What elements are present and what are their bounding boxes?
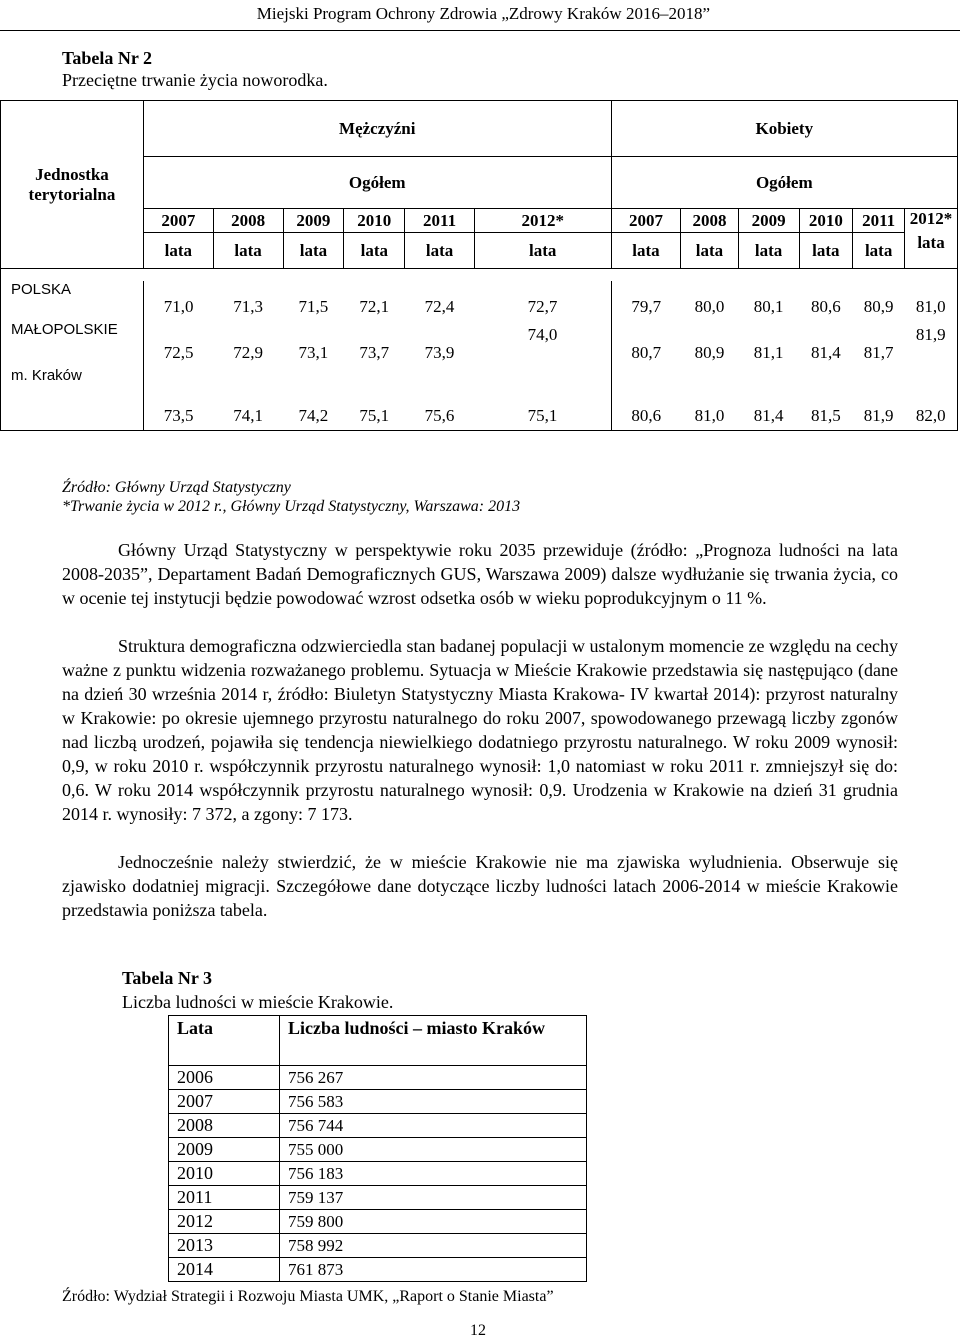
year-cell: 2013 (169, 1234, 280, 1258)
table-cell: 81,7 (863, 342, 894, 362)
years-row (1, 209, 958, 233)
table-row (169, 1162, 587, 1186)
year-cell: 2007 (169, 1090, 280, 1114)
population-cell: 755 000 (280, 1138, 587, 1162)
table-cell: 81,0 (681, 367, 738, 431)
year-header: 2007 (611, 209, 681, 233)
table-cell: 82,0 (905, 367, 958, 431)
col-year-header: Lata (169, 1016, 280, 1066)
table-row (169, 1114, 587, 1138)
row-label: MAŁOPOLSKIE (1, 321, 144, 367)
table-cell: 74,2 (283, 367, 344, 431)
header-rule (0, 30, 960, 31)
population-cell: 759 800 (280, 1210, 587, 1234)
unit-header: Jednostka terytorialna (1, 101, 144, 269)
table2-title: Tabela Nr 2 (62, 48, 153, 68)
unit-row (1, 233, 958, 269)
table-cell: 72,5 (143, 321, 213, 367)
table-row (1, 321, 958, 367)
population-cell: 759 137 (280, 1186, 587, 1210)
year-cell: 2012 (169, 1210, 280, 1234)
table-cell: 73,5 (143, 367, 213, 431)
table-cell: 75,1 (474, 367, 611, 431)
table-row (169, 1066, 587, 1090)
table-cell: 81,5 (799, 367, 853, 431)
table-cell: 80,9 (694, 342, 725, 362)
year-cell: 2009 (169, 1138, 280, 1162)
source-line-1: Źródło: Główny Urząd Statystyczny (62, 479, 291, 496)
year-cell: 2011 (169, 1186, 280, 1210)
women-header: Kobiety (611, 101, 957, 157)
source-line-2: *Trwanie życia w 2012 r., Główny Urząd Statystyczny, Warszawa: 2013 (62, 498, 521, 515)
year-header: 2012* (474, 209, 611, 233)
women-total-header: Ogółem (611, 157, 957, 209)
unit-lata: lata (405, 233, 475, 269)
unit-lata: lata (738, 233, 799, 269)
table-cell: 73,9 (424, 342, 455, 362)
page-number: 12 (470, 1322, 486, 1339)
population-cell: 756 583 (280, 1090, 587, 1114)
table-row (1, 367, 958, 431)
table2-source (62, 478, 520, 516)
life-expectancy-table (0, 100, 958, 431)
table3-source: Źródło: Wydział Strategii i Rozwoju Miasta UMK, „Raport o Stanie Miasta” (62, 1288, 554, 1305)
year-cell: 2014 (169, 1258, 280, 1282)
table-cell: 81,9 (853, 367, 905, 431)
table-row (1, 281, 958, 321)
year-cell: 2006 (169, 1066, 280, 1090)
table-cell: 81,9 (905, 321, 958, 367)
table3-subtitle: Liczba ludności w mieście Krakowie. (122, 992, 394, 1012)
table-cell: 72,1 (359, 296, 390, 316)
table-cell: 80,6 (611, 367, 681, 431)
year-header: 2011 (853, 209, 905, 233)
unit-lata: lata (283, 233, 344, 269)
table-row (169, 1090, 587, 1114)
year-cell: 2010 (169, 1162, 280, 1186)
year-header-text: 2012* (909, 209, 953, 228)
running-header: Miejski Program Ochrony Zdrowia „Zdrowy Kraków 2016–2018” (256, 4, 710, 23)
table-cell: 73,7 (359, 342, 390, 362)
year-cell: 2008 (169, 1114, 280, 1138)
table-cell: 79,7 (611, 281, 681, 321)
table-cell: 81,1 (753, 342, 784, 362)
table-row (169, 1210, 587, 1234)
year-header: 2009 (283, 209, 344, 233)
unit-lata: lata (474, 233, 611, 269)
table-cell: 80,0 (694, 296, 725, 316)
table-cell: 81,4 (810, 342, 841, 362)
table-cell: 72,4 (424, 296, 455, 316)
unit-lata: lata (799, 233, 853, 269)
table-cell: 80,6 (810, 296, 841, 316)
table-cell: 81,4 (738, 367, 799, 431)
year-header: 2007 (143, 209, 213, 233)
population-cell: 758 992 (280, 1234, 587, 1258)
table-row (169, 1138, 587, 1162)
year-header: 2011 (405, 209, 475, 233)
paragraph-3: Jednocześnie należy stwierdzić, że w mieście Krakowie nie ma zjawiska wyludnienia. Obserwuje się zjawisko dodatniej migracji. Szczegółowe dane dotyczące liczby ludności latach 2006-2014 w mieście Krakowie przedstawia poniższa tabela. (62, 852, 898, 920)
table-cell: 74,0 (527, 324, 558, 344)
unit-lata: lata (853, 233, 905, 269)
table-cell: 71,3 (233, 296, 263, 316)
year-header: 2010 (344, 209, 405, 233)
table-row (169, 1186, 587, 1210)
table-cell: 75,6 (405, 367, 475, 431)
paragraph-1: Główny Urząd Statystyczny w perspektywie roku 2035 przewiduje (źródło: „Prognoza ludności na lata 2008-2035”, Departament Badań Demograficznych GUS, Warszawa 2009) dalsze wydłużanie się trwania życia, co w ocenie tej instytucji będzie powodować wzrost odsetka osób w wieku poprodukcyjnym o 11 %. (62, 540, 898, 608)
population-cell: 756 744 (280, 1114, 587, 1138)
unit-lata: lata (681, 233, 738, 269)
year-header (905, 209, 958, 269)
men-total-header: Ogółem (143, 157, 611, 209)
table-cell: 72,9 (233, 342, 263, 362)
table2-subtitle: Przeciętne trwanie życia noworodka. (62, 70, 328, 90)
row-label: m. Kraków (1, 367, 144, 431)
population-cell: 756 267 (280, 1066, 587, 1090)
table-cell: 71,0 (143, 281, 213, 321)
table-cell: 72,7 (527, 296, 558, 316)
table-cell: 80,9 (863, 296, 894, 316)
year-header: 2008 (681, 209, 738, 233)
table-row (169, 1258, 587, 1282)
year-header: 2010 (799, 209, 853, 233)
table-cell: 80,7 (611, 321, 681, 367)
table-row (169, 1234, 587, 1258)
year-header: 2008 (213, 209, 283, 233)
table3-title: Tabela Nr 3 (122, 968, 213, 988)
population-cell: 756 183 (280, 1162, 587, 1186)
row-label: POLSKA (1, 281, 144, 321)
table-cell: 73,1 (298, 342, 329, 362)
population-cell: 761 873 (280, 1258, 587, 1282)
unit-lata: lata (611, 233, 681, 269)
unit-lata: lata (344, 233, 405, 269)
table-cell: 80,1 (753, 296, 784, 316)
unit-lata: lata (143, 233, 213, 269)
table-cell: 75,1 (344, 367, 405, 431)
table-cell: 74,1 (213, 367, 283, 431)
paragraph-2: Struktura demograficzna odzwierciedla stan badanej populacji w ustalonym momencie ze względu na cechy ważne z punktu widzenia rozważanego problemu. Sytuacja w Mieście Krakowie przedstawia się następująco (dane na dzień 30 września 2014 r, źródło: Biuletyn Statystyczny Miasta Krakowa- IV kwartał 2014): przyrost naturalny w Krakowie: po okresie ujemnego przyrostu naturalnego do roku 2007, spowodowanego przewagą liczby zgonów nad liczbą urodzeń, pojawiła się tendencja niewielkiego dodatniego przyrostu naturalnego. W roku 2009 wynosił: 0,9, w roku 2010 r. współczynnik przyrostu naturalnego wynosił: 1,0 natomiast w roku 2011 r. zmniejszył się do: 0,6. W roku 2014 współczynnik przyrostu naturalnego wynosił: 0,9. Urodzenia w Krakowie na dzień 31 grudnia 2014 r. wynosiły: 7 372, a zgony: 7 173. (62, 636, 898, 824)
men-header: Mężczyźni (143, 101, 611, 157)
col-pop-header: Liczba ludności – miasto Kraków (280, 1016, 587, 1066)
unit-lata: lata (917, 233, 945, 252)
year-header: 2009 (738, 209, 799, 233)
table-cell: 71,5 (298, 296, 329, 316)
table-cell: 81,0 (905, 281, 958, 321)
population-table (168, 1015, 587, 1282)
unit-lata: lata (213, 233, 283, 269)
